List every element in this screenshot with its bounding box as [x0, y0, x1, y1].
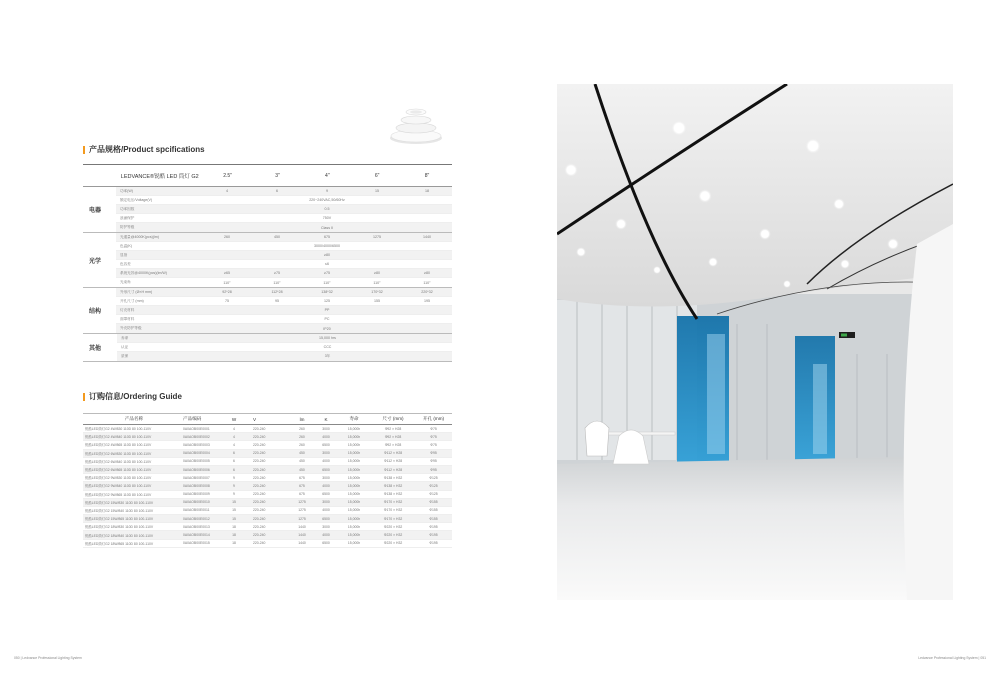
order-row	[83, 499, 452, 507]
spec-row-label: 浪涌保护	[120, 215, 135, 220]
spec-value: ≥75	[274, 271, 280, 275]
size-header: 8"	[424, 172, 430, 179]
order-cell: Φ155	[429, 516, 438, 521]
spec-value: 138*32	[321, 290, 333, 294]
spec-value-span: PC	[324, 317, 330, 321]
spec-row-label: 额定电压/Voltage(V)	[120, 197, 153, 202]
order-row	[83, 450, 452, 458]
spec-row-label: 光束角	[120, 280, 131, 284]
order-cell: 450	[299, 451, 305, 456]
order-section-title: 订购信息/Ordering Guide	[83, 391, 182, 402]
order-cell: 3000	[322, 451, 330, 456]
order-cell: 0A0AOB00E0004	[183, 451, 210, 456]
col-header: K	[324, 416, 328, 422]
order-cell: Φ155	[429, 508, 438, 513]
spec-value: 15	[375, 189, 379, 193]
order-row	[83, 441, 452, 449]
order-cell: 0A0AOB00E0008	[183, 483, 210, 488]
spec-value: 1440	[423, 235, 431, 239]
order-cell: 220-240	[253, 524, 266, 529]
order-cell: 15,000h	[347, 500, 361, 505]
order-cell: 675	[299, 492, 305, 497]
order-cell: 1440	[298, 541, 306, 546]
spec-value-span: IP20	[323, 326, 331, 331]
col-header: V	[253, 416, 257, 422]
footer-left: 050 | Ledvance Professional Lighting System	[14, 656, 82, 660]
order-cell: Φ138 × H32	[383, 475, 403, 480]
order-row	[83, 433, 452, 441]
spec-value-span: ≤6	[325, 262, 329, 266]
order-cell: 260	[299, 434, 305, 439]
order-cell: 4000	[322, 508, 330, 513]
spec-value: 112*28	[271, 290, 283, 294]
spec-value: 110°	[423, 280, 431, 285]
order-cell: 15,000h	[347, 533, 361, 538]
order-cell: 6	[233, 451, 235, 456]
size-header: 3"	[275, 172, 280, 179]
order-cell: Φ95	[430, 467, 437, 472]
col-header: W	[231, 416, 237, 422]
order-cell: Φ92 × H28	[384, 426, 402, 431]
order-cell: 0A0AOB00E0015	[183, 541, 210, 546]
order-cell: 220-240	[253, 492, 266, 497]
spec-row-label: 显指	[120, 252, 128, 257]
order-cell: 15,000h	[347, 451, 361, 456]
spec-value: 92*28	[222, 290, 232, 294]
order-cell: 4	[233, 434, 235, 439]
order-cell: 220-240	[253, 475, 266, 480]
order-cell: 1275	[298, 500, 306, 505]
order-cell: 260	[299, 442, 305, 447]
order-cell: 4	[233, 426, 235, 431]
order-cell: 锐酷LED筒灯G2 18W/840 110D 80 100-110V	[85, 533, 154, 538]
order-row	[83, 507, 452, 515]
order-cell: 1275	[298, 508, 306, 513]
order-cell: 220-240	[253, 467, 266, 472]
order-cell: Φ95	[430, 451, 437, 456]
spec-table	[83, 164, 452, 362]
order-cell: 220-240	[253, 500, 266, 505]
office-interior-photo	[557, 84, 953, 600]
spec-row	[116, 324, 452, 333]
order-cell: Φ112 × H28	[383, 459, 403, 464]
order-table	[83, 413, 452, 548]
spec-row	[116, 297, 452, 306]
order-cell: Φ138 × H32	[383, 492, 403, 497]
spec-value: 220*32	[421, 290, 433, 294]
order-cell: 220-240	[253, 434, 266, 439]
order-cell: 6500	[322, 442, 330, 447]
order-cell: 锐酷LED筒灯G2 9W/840 110D 80 100-110V	[85, 484, 152, 489]
order-cell: 6500	[322, 492, 330, 497]
spec-value-span: 15,000 hrs	[319, 336, 336, 340]
spec-row-label: 面罩材料	[120, 316, 135, 321]
order-cell: 锐酷LED筒灯G2 4W/830 110D 80 100-110V	[85, 427, 152, 432]
col-header: 开孔 (mm)	[422, 416, 445, 421]
order-cell: Φ195	[429, 533, 438, 538]
spec-group-name: 电器	[89, 208, 102, 214]
spec-row	[116, 251, 452, 260]
spec-row	[116, 205, 452, 214]
spec-row-label: 功率(W)	[120, 188, 133, 193]
order-cell: 3000	[322, 500, 330, 505]
spec-value-span: ≥80	[324, 253, 330, 257]
order-cell: Φ125	[429, 483, 438, 488]
spec-value-span: 0.5	[324, 207, 330, 211]
spec-group	[83, 334, 452, 362]
order-cell: 锐酷LED筒灯G2 6W/840 110D 80 100-110V	[85, 459, 152, 464]
order-cell: 220-240	[253, 541, 266, 546]
spec-value: 4	[226, 189, 228, 193]
spec-row	[116, 187, 452, 196]
order-cell: 15,000h	[347, 508, 361, 513]
col-header: 寿命	[349, 416, 359, 421]
order-cell: Φ75	[430, 434, 437, 439]
order-row	[83, 523, 452, 531]
spec-row-label: 功率因数	[120, 206, 135, 211]
order-row	[83, 515, 452, 523]
order-cell: 15	[232, 500, 236, 505]
order-cell: 220-240	[253, 451, 266, 456]
spec-row-label: 灯壳材料	[120, 307, 135, 312]
order-cell: Φ125	[429, 475, 438, 480]
order-cell: 450	[299, 459, 305, 464]
order-cell: Φ95	[430, 459, 437, 464]
spec-group-name: 光学	[89, 258, 102, 265]
order-cell: Φ170 × H32	[383, 508, 403, 513]
spec-value: 95	[275, 299, 279, 303]
order-cell: 6500	[322, 516, 330, 521]
order-cell: Φ195	[429, 541, 438, 546]
order-cell: 9	[233, 483, 235, 488]
spec-value: 125	[324, 299, 330, 303]
order-cell: Φ220 × H32	[383, 541, 403, 546]
spec-row	[116, 260, 452, 269]
order-cell: 18	[232, 524, 236, 529]
spec-section-title: 产品规格/Product spcifications	[83, 144, 205, 155]
order-cell: Φ170 × H32	[383, 516, 403, 521]
spec-row	[116, 269, 452, 278]
order-cell: 锐酷LED筒灯G2 9W/830 110D 80 100-110V	[85, 476, 152, 481]
spec-value: 9	[326, 189, 328, 193]
order-cell: 锐酷LED筒灯G2 15W/840 110D 80 100-110V	[85, 508, 154, 513]
order-cell: 9	[233, 475, 235, 480]
spec-row-label: 认证	[121, 344, 129, 349]
spec-value: 195	[424, 299, 430, 303]
order-cell: 锐酷LED筒灯G2 18W/830 110D 80 100-110V	[85, 525, 154, 530]
spec-value: 450	[274, 235, 280, 239]
order-cell: 0A0AOB00E0010	[183, 500, 210, 505]
order-cell: 6500	[322, 541, 330, 546]
order-cell: 675	[299, 475, 305, 480]
order-cell: 220-240	[253, 508, 266, 513]
order-cell: Φ112 × H28	[383, 451, 403, 456]
order-cell: Φ75	[430, 442, 437, 447]
order-cell: 4000	[322, 434, 330, 439]
spec-value-span: 3年	[324, 354, 331, 358]
order-cell: 6500	[322, 467, 330, 472]
order-cell: Φ112 × H28	[383, 467, 403, 472]
spec-value: ≥75	[324, 271, 330, 275]
order-cell: Φ195	[429, 524, 438, 529]
spec-value: 6	[276, 189, 278, 193]
order-cell: 1275	[298, 516, 306, 521]
order-cell: 15,000h	[347, 492, 361, 497]
order-cell: 260	[299, 426, 305, 431]
order-cell: 220-240	[253, 516, 266, 521]
spec-value-span: 220~240VAC,50/60Hz	[309, 198, 345, 202]
col-header: lm	[299, 416, 305, 422]
order-row	[83, 474, 452, 482]
order-cell: 15,000h	[347, 459, 361, 464]
order-cell: 18	[232, 541, 236, 546]
order-cell: 4000	[322, 533, 330, 538]
spec-row	[116, 306, 452, 315]
order-cell: 锐酷LED筒灯G2 6W/830 110D 80 100-110V	[85, 451, 152, 456]
order-cell: 0A0AOB00E0013	[183, 524, 210, 529]
spec-row-label: 寿命	[121, 335, 129, 340]
order-cell: 0A0AOB00E0012	[183, 516, 210, 521]
spec-value: 110°	[373, 280, 381, 285]
spec-row	[116, 233, 452, 242]
col-header: 尺寸 (mm)	[382, 416, 404, 421]
order-cell: 675	[299, 483, 305, 488]
order-cell: Φ138 × H32	[383, 483, 403, 488]
order-row	[83, 466, 452, 474]
order-row	[83, 540, 452, 548]
col-header: 产品编码	[183, 416, 202, 421]
order-cell: 0A0AOB00E0003	[183, 442, 210, 447]
order-cell: 6	[233, 459, 235, 464]
order-cell: 锐酷LED筒灯G2 15W/830 110D 80 100-110V	[85, 500, 154, 505]
order-cell: 15	[232, 516, 236, 521]
order-cell: 15,000h	[347, 467, 361, 472]
spec-row-label: 开孔尺寸 (mm)	[120, 298, 144, 303]
spec-value: 110°	[323, 280, 331, 285]
order-cell: 15,000h	[347, 541, 361, 546]
spec-group	[83, 288, 452, 334]
spec-group	[83, 233, 452, 288]
order-cell: 锐酷LED筒灯G2 9W/865 110D 80 100-110V	[85, 492, 152, 497]
order-row	[83, 482, 452, 490]
order-cell: Φ75	[430, 426, 437, 431]
spec-value: ≥80	[424, 271, 430, 275]
size-header: 2.5"	[223, 172, 232, 179]
size-header: 6"	[374, 172, 380, 179]
order-cell: 3000	[322, 475, 330, 480]
spec-value: 170*32	[371, 290, 383, 294]
order-row	[83, 491, 452, 499]
order-cell: 15,000h	[347, 483, 361, 488]
order-cell: 15,000h	[347, 434, 361, 439]
spec-value: 675	[324, 235, 330, 239]
order-cell: 18	[232, 533, 236, 538]
spec-value-span: Class II	[321, 225, 333, 230]
order-cell: 3000	[322, 524, 330, 529]
accent-bar	[83, 146, 85, 154]
order-cell: Φ155	[429, 500, 438, 505]
order-cell: 220-240	[253, 533, 266, 538]
spec-value-span: CCC	[323, 345, 332, 349]
order-cell: 0A0AOB00E0009	[183, 492, 210, 497]
spec-row	[116, 278, 452, 287]
spec-row-label: 外壳防护等级	[120, 326, 142, 330]
order-cell: 0A0AOB00E0007	[183, 475, 210, 480]
order-cell: 锐酷LED筒灯G2 4W/865 110D 80 100-110V	[85, 443, 152, 448]
order-cell: 1440	[298, 533, 306, 538]
order-cell: 15,000h	[347, 516, 361, 521]
order-cell: 15	[232, 508, 236, 513]
order-cell: 450	[299, 467, 305, 472]
spec-value-span: 750V	[322, 216, 332, 220]
order-cell: 220-240	[253, 483, 266, 488]
spec-row	[116, 196, 452, 205]
spec-group-name: 结构	[89, 309, 102, 315]
order-cell: 锐酷LED筒灯G2 18W/865 110D 80 100-110V	[85, 541, 154, 546]
order-row	[83, 458, 452, 466]
order-row	[83, 425, 452, 433]
order-cell: 6	[233, 467, 235, 472]
spec-row-label: 光通量@4000K(pcs)(lm)	[120, 234, 159, 239]
spec-row	[117, 343, 452, 352]
size-header: 4"	[325, 172, 330, 179]
order-cell: 220-240	[253, 442, 266, 447]
order-cell: 4000	[322, 459, 330, 464]
order-cell: 9	[233, 492, 235, 497]
spec-value: 18	[425, 189, 429, 193]
order-row	[83, 531, 452, 539]
spec-value: 260	[224, 235, 230, 239]
order-cell: Φ220 × H32	[383, 533, 403, 538]
spec-value: ≥65	[224, 271, 230, 275]
spec-table-header	[83, 165, 452, 187]
spec-value-span: PP	[324, 308, 330, 312]
order-cell: 15,000h	[347, 442, 361, 447]
order-cell: 锐酷LED筒灯G2 15W/865 110D 80 100-110V	[85, 517, 154, 522]
order-cell: Φ125	[429, 492, 438, 497]
spec-row	[116, 242, 452, 251]
order-cell: 220-240	[253, 426, 266, 431]
order-rows	[83, 425, 452, 548]
spec-value: 110°	[273, 280, 281, 285]
order-table-header	[83, 413, 452, 425]
spec-value: ≥80	[374, 271, 380, 275]
order-cell: 4000	[322, 483, 330, 488]
spec-group-name: 其他	[89, 346, 102, 352]
spec-row	[116, 288, 452, 297]
order-cell: 0A0AOB00E0014	[183, 533, 210, 538]
spec-value: 155	[374, 299, 380, 303]
order-cell: 0A0AOB00E0002	[183, 434, 210, 439]
downlight-product-image	[388, 100, 444, 146]
spec-row	[117, 334, 452, 343]
product-name: LEDVANCE®锐酷 LED 筒灯 G2	[120, 173, 199, 180]
col-header: 产品名称	[124, 416, 144, 421]
spec-value: 75	[225, 299, 229, 303]
order-cell: Φ92 × H28	[384, 434, 402, 439]
order-cell: 15,000h	[347, 475, 361, 480]
order-cell: 锐酷LED筒灯G2 6W/865 110D 80 100-110V	[85, 468, 152, 473]
order-cell: 220-240	[253, 459, 266, 464]
spec-row	[117, 352, 452, 361]
spec-row-label: 系统光效@4000K(pcs)(lm/W)	[120, 270, 167, 275]
footer-right: Ledvance Professional Lighting System | 051	[918, 656, 986, 660]
spec-row-label: 防护等级	[120, 225, 135, 229]
order-cell: 0A0AOB00E0001	[183, 426, 210, 431]
order-cell: 锐酷LED筒灯G2 4W/840 110D 80 100-110V	[85, 435, 152, 440]
order-cell: Φ220 × H32	[383, 524, 403, 529]
spec-row-label: 外形尺寸 (Ø×H mm)	[120, 289, 153, 294]
order-cell: 15,000h	[347, 524, 361, 529]
accent-bar	[83, 393, 85, 401]
spec-value-span: 3000/4000/6500	[314, 244, 340, 248]
spec-row-label: 质保	[121, 354, 129, 358]
spec-row-label: 色温(K)	[120, 243, 132, 248]
order-cell: Φ92 × H28	[384, 442, 402, 447]
spec-value: 110°	[223, 280, 231, 285]
spec-value: 1275	[373, 235, 381, 239]
order-cell: 4	[233, 442, 235, 447]
spec-row	[116, 214, 452, 223]
order-cell: 3000	[322, 426, 330, 431]
order-cell: 0A0AOB00E0005	[183, 459, 210, 464]
spec-row	[116, 223, 452, 232]
order-cell: 15,000h	[347, 426, 361, 431]
spec-groups	[83, 187, 452, 362]
order-cell: 1440	[298, 524, 306, 529]
spec-row-label: 色容差	[120, 261, 131, 266]
spec-row	[116, 315, 452, 324]
order-cell: 0A0AOB00E0011	[183, 508, 210, 513]
order-cell: Φ170 × H32	[383, 500, 403, 505]
order-cell: 0A0AOB00E0006	[183, 467, 210, 472]
spec-group	[83, 187, 452, 233]
